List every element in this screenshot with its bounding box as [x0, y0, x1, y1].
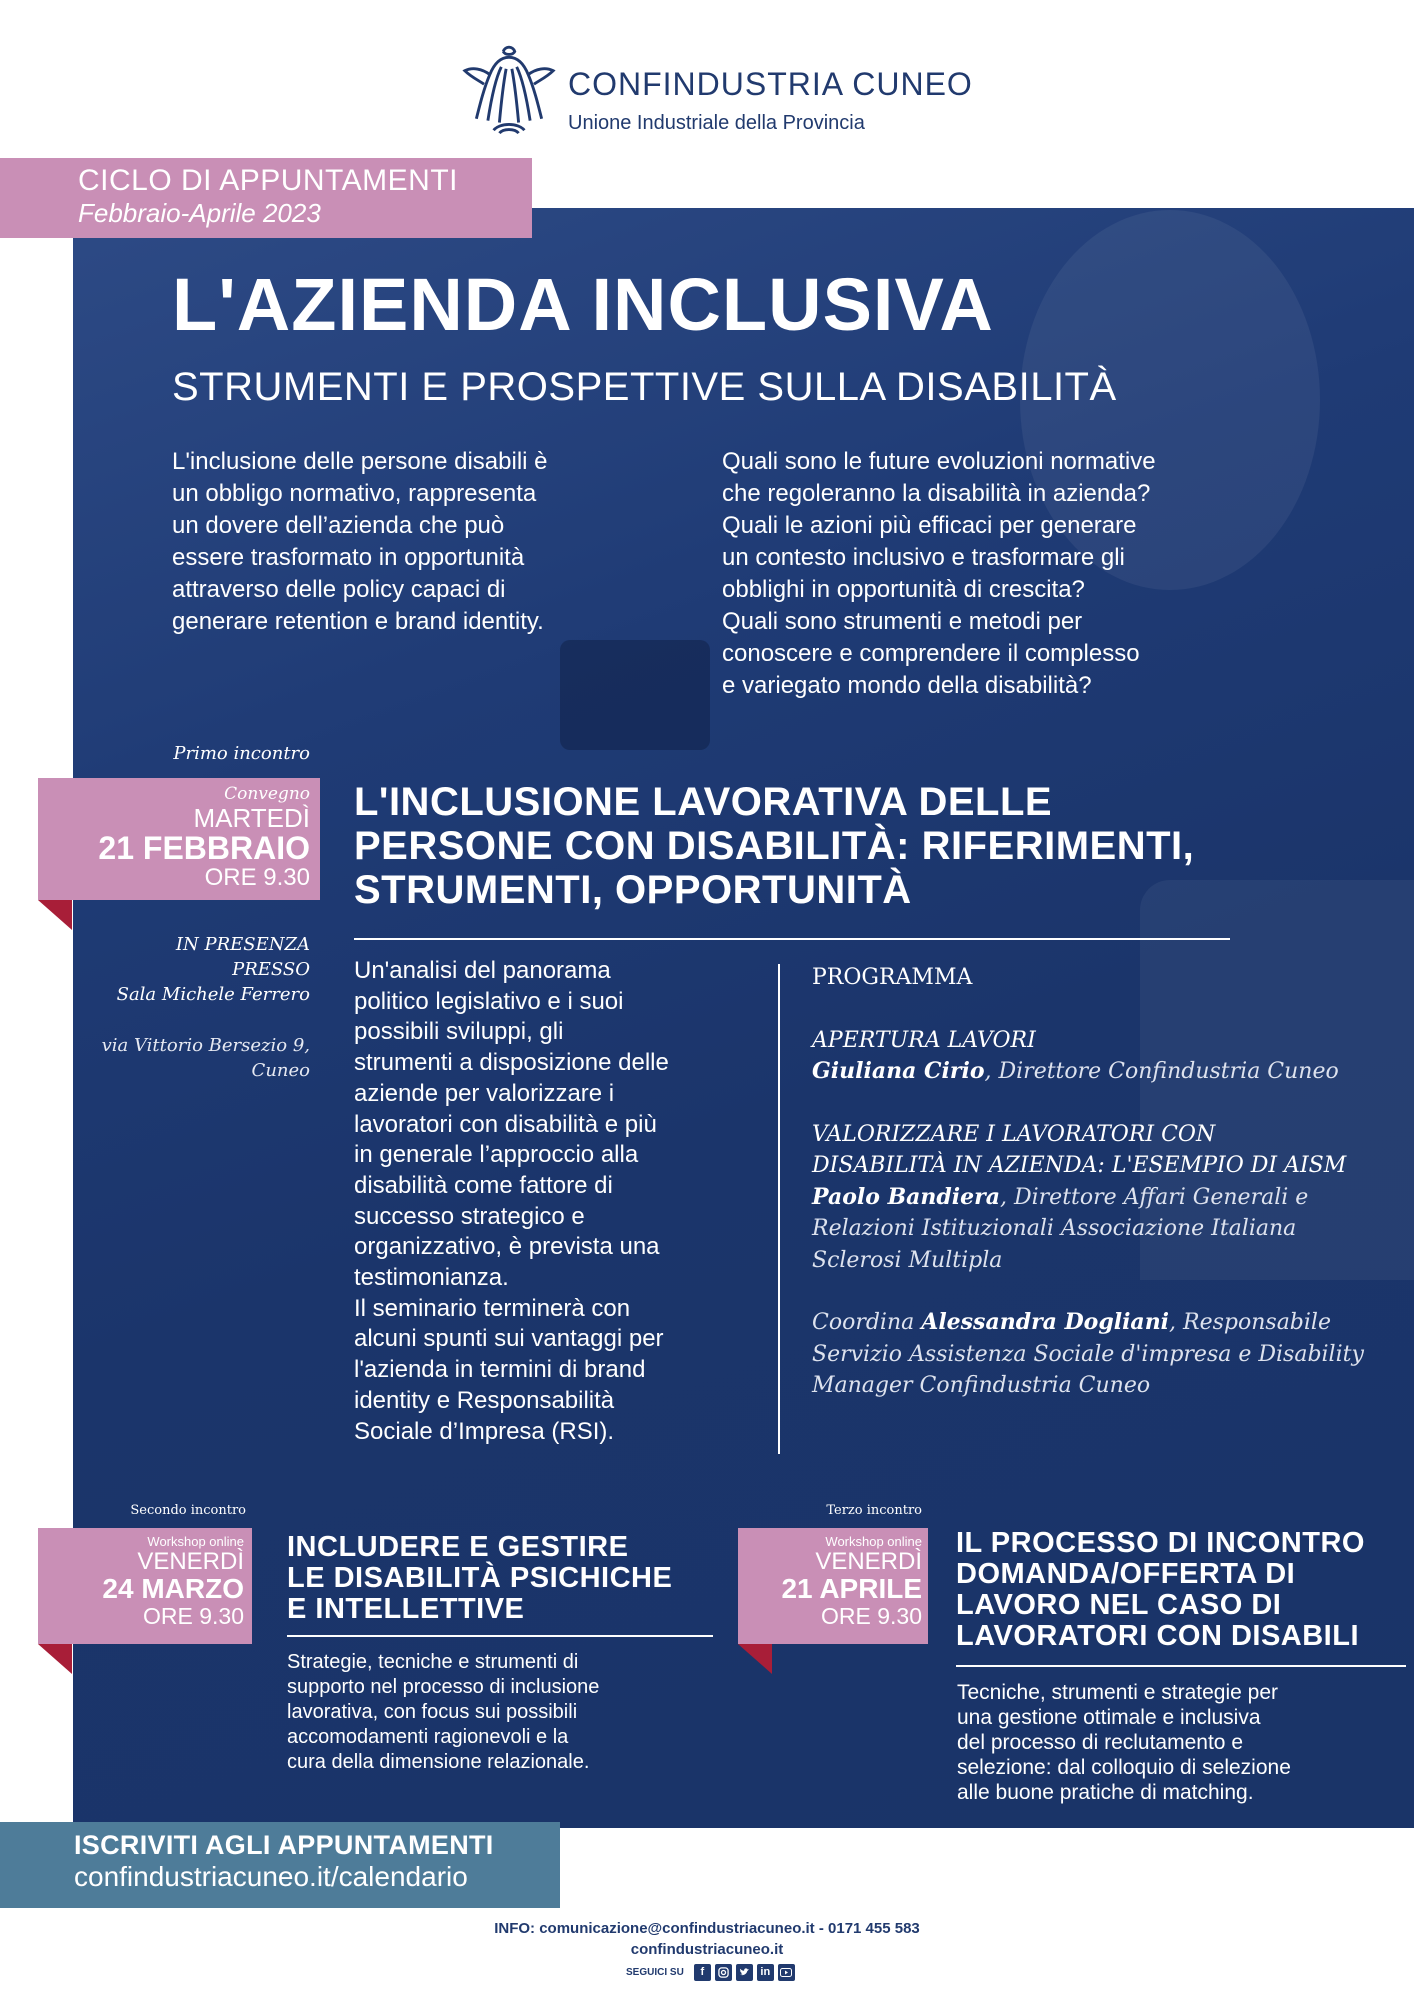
event-label: Terzo incontro — [826, 1503, 922, 1518]
divider — [287, 1635, 713, 1637]
speaker-name: Giuliana Cirio — [812, 1058, 985, 1084]
cycle-banner — [0, 158, 532, 238]
coordinator-prefix: Coordina — [812, 1310, 922, 1335]
text-line: Quali sono le future evoluzioni normative — [722, 448, 1156, 475]
social-label: SEGUICI SU — [626, 1966, 684, 1978]
date-badge — [38, 778, 320, 900]
event-title — [287, 1532, 737, 1625]
intro-paragraph-right — [722, 446, 1342, 702]
text-line: possibili sviluppi, gli — [354, 1018, 564, 1046]
program-opening — [812, 1025, 1372, 1088]
coordinator-name: Alessandra Dogliani — [921, 1309, 1170, 1335]
text-line: in generale l’approccio alla — [354, 1141, 639, 1169]
vertical-divider — [778, 964, 780, 1454]
background-photo-shape — [560, 640, 710, 750]
text-line: del processo di reclutamento e — [957, 1731, 1243, 1754]
text-line: Cuneo — [251, 1060, 310, 1081]
divider — [354, 938, 1230, 940]
title-line: LAVORATORI CON DISABILI — [956, 1620, 1359, 1652]
cycle-dates: Febbraio-Aprile 2023 — [78, 198, 321, 228]
title-line: IL PROCESSO DI INCONTRO — [956, 1527, 1365, 1559]
text-line: e variegato mondo della disabilità? — [722, 672, 1092, 699]
badge-ribbon-tail — [38, 1644, 72, 1674]
website-link[interactable]: confindustriacuneo.it — [630, 1941, 784, 1958]
text-line: generare retention e brand identity. — [172, 608, 544, 635]
coordinator-role: , Responsabile — [1169, 1310, 1331, 1335]
coordinator-role: Servizio Assistenza Sociale d'impresa e Disability — [812, 1341, 1364, 1367]
text-line: Tecniche, strumenti e strategie per — [957, 1681, 1278, 1704]
event-description — [354, 956, 774, 1447]
date-badge — [38, 1528, 252, 1644]
event-day: MARTEDÌ — [193, 803, 310, 833]
divider — [956, 1665, 1406, 1667]
event-time: ORE 9.30 — [821, 1603, 922, 1629]
text-line: selezione: dal colloquio di selezione — [957, 1756, 1291, 1779]
text-line: identity e Responsabilità — [354, 1386, 615, 1414]
text-line: essere trasformato in opportunità — [172, 544, 525, 571]
text-line: Sala Michele Ferrero — [116, 984, 310, 1005]
title-line: PERSONE CON DISABILITÀ: RIFERIMENTI, — [354, 824, 1195, 868]
event-venue — [100, 932, 310, 1007]
text-line: un obbligo normativo, rappresenta — [172, 480, 537, 507]
program — [812, 962, 1372, 1433]
twitter-icon[interactable] — [736, 1964, 753, 1981]
text-line: alle buone pratiche di matching. — [957, 1781, 1254, 1804]
speaker-name: Paolo Bandiera — [812, 1183, 1000, 1210]
brand-name: CONFINDUSTRIA CUNEO — [568, 66, 973, 102]
text-line: Sociale d’Impresa (RSI). — [354, 1417, 615, 1445]
text-line: cura della dimensione relazionale. — [287, 1751, 590, 1773]
badge-ribbon-tail — [738, 1644, 772, 1674]
text-line: un dovere dell’azienda che può — [172, 512, 505, 539]
text-line: IN PRESENZA — [175, 934, 310, 955]
text-line: accomodamenti ragionevoli e la — [287, 1726, 569, 1748]
text-line: Quali sono strumenti e metodi per — [722, 608, 1083, 635]
program-coordinator — [812, 1307, 1372, 1402]
event-label: Secondo incontro — [130, 1503, 246, 1518]
youtube-icon[interactable] — [778, 1964, 795, 1981]
event-type: Workshop online — [825, 1534, 922, 1549]
event-day: VENERDÌ — [137, 1548, 244, 1575]
text-line: Strategie, tecniche e strumenti di — [287, 1651, 579, 1673]
event-address — [100, 1033, 310, 1083]
event-day: VENERDÌ — [815, 1548, 922, 1575]
text-line: una gestione ottimale e inclusiva — [957, 1706, 1261, 1729]
contact-info[interactable]: INFO: comunicazione@confindustriacuneo.it - 0171 455 583 — [494, 1920, 920, 1937]
event-type: Workshop online — [147, 1534, 244, 1549]
event-description — [287, 1650, 727, 1775]
title-line: L'INCLUSIONE LAVORATIVA DELLE — [354, 780, 1053, 824]
event-label: Primo incontro — [173, 743, 310, 764]
event-description — [957, 1680, 1397, 1805]
program-heading: PROGRAMMA — [812, 965, 973, 990]
session-title: VALORIZZARE I LAVORATORI CON — [812, 1121, 1216, 1147]
event-date: 21 FEBBRAIO — [98, 830, 310, 866]
session-title: DISABILITÀ IN AZIENDA: L'ESEMPIO DI AISM — [812, 1153, 1347, 1178]
event-date: 21 APRILE — [781, 1573, 922, 1604]
text-line: supporto nel processo di inclusione — [287, 1676, 600, 1698]
title-line: INCLUDERE E GESTIRE — [287, 1531, 629, 1563]
page-subtitle: STRUMENTI E PROSPETTIVE SULLA DISABILITÀ — [172, 365, 1117, 409]
text-line: organizzativo, è prevista una — [354, 1233, 660, 1261]
signup-link[interactable]: confindustriacuneo.it/calendario — [74, 1861, 468, 1892]
text-line: l'azienda in termini di brand — [354, 1356, 646, 1384]
instagram-icon[interactable] — [715, 1964, 732, 1981]
event-time: ORE 9.30 — [143, 1603, 244, 1629]
title-line: LE DISABILITÀ PSICHICHE — [287, 1562, 673, 1594]
signup-heading: ISCRIVITI AGLI APPUNTAMENTI — [74, 1830, 494, 1860]
intro-paragraph-left — [172, 446, 692, 638]
text-line: lavoratori con disabilità e più — [354, 1110, 657, 1138]
title-line: STRUMENTI, OPPORTUNITÀ — [354, 868, 912, 912]
text-line: alcuni spunti sui vantaggi per — [354, 1325, 664, 1353]
text-line: Un'analisi del panorama — [354, 957, 611, 984]
facebook-icon[interactable]: f — [694, 1964, 711, 1981]
text-line: Quali le azioni più efficaci per generare — [722, 512, 1137, 539]
text-line: un contesto inclusivo e trasformare gli — [722, 544, 1125, 571]
date-badge — [738, 1528, 928, 1644]
text-line: L'inclusione delle persone disabili è — [172, 448, 548, 475]
text-line: successo strategico e — [354, 1202, 585, 1230]
eagle-logo-icon — [460, 40, 558, 136]
text-line: PRESSO — [232, 959, 310, 980]
social-links — [626, 1962, 795, 1982]
speaker-role: , Direttore Affari Generali e — [1000, 1184, 1309, 1210]
text-line: strumenti a disposizione delle — [354, 1049, 669, 1077]
confindustria-logo — [460, 38, 980, 138]
text-line: via Vittorio Bersezio 9, — [101, 1035, 310, 1056]
badge-ribbon-tail — [38, 900, 72, 930]
title-line: DOMANDA/OFFERTA DI — [956, 1558, 1296, 1590]
event-title — [956, 1528, 1396, 1652]
text-line: lavorativa, con focus sui possibili — [287, 1701, 578, 1723]
free-entry-note: Ingresso libero e gratuito — [592, 1836, 852, 1860]
text-line: politico legislativo e i suoi — [354, 987, 624, 1015]
text-line: che regoleranno la disabilità in azienda? — [722, 480, 1151, 507]
event-title — [354, 780, 1354, 912]
text-line: attraverso delle policy capaci di — [172, 576, 506, 603]
speaker-role: , Direttore Confindustria Cuneo — [984, 1059, 1339, 1084]
text-line: disabilità come fattore di — [354, 1171, 613, 1199]
event-time: ORE 9.30 — [204, 864, 310, 891]
speaker-role: Relazioni Istituzionali Associazione Italiana — [812, 1216, 1297, 1241]
signup-banner[interactable] — [0, 1822, 560, 1908]
text-line: conoscere e comprendere il complesso — [722, 640, 1140, 667]
text-line: Il seminario terminerà con — [354, 1294, 631, 1322]
brand-tagline: Unione Industriale della Provincia — [568, 112, 865, 134]
event-type: Convegno — [224, 784, 310, 804]
linkedin-icon[interactable]: in — [757, 1964, 774, 1981]
title-line: E INTELLETTIVE — [287, 1593, 525, 1625]
title-line: LAVORO NEL CASO DI — [956, 1589, 1282, 1621]
coordinator-role: Manager Confindustria Cuneo — [812, 1373, 1151, 1398]
text-line: aziende per valorizzare i — [354, 1079, 615, 1107]
page-title: L'AZIENDA INCLUSIVA — [172, 263, 994, 346]
session-title: APERTURA LAVORI — [812, 1027, 1036, 1053]
text-line: testimonianza. — [354, 1264, 509, 1292]
program-talk — [812, 1119, 1372, 1277]
event-date: 24 MARZO — [102, 1573, 244, 1604]
cycle-title: CICLO DI APPUNTAMENTI — [78, 164, 458, 197]
speaker-role: Sclerosi Multipla — [812, 1247, 1003, 1273]
text-line: obblighi in opportunità di crescita? — [722, 576, 1085, 603]
